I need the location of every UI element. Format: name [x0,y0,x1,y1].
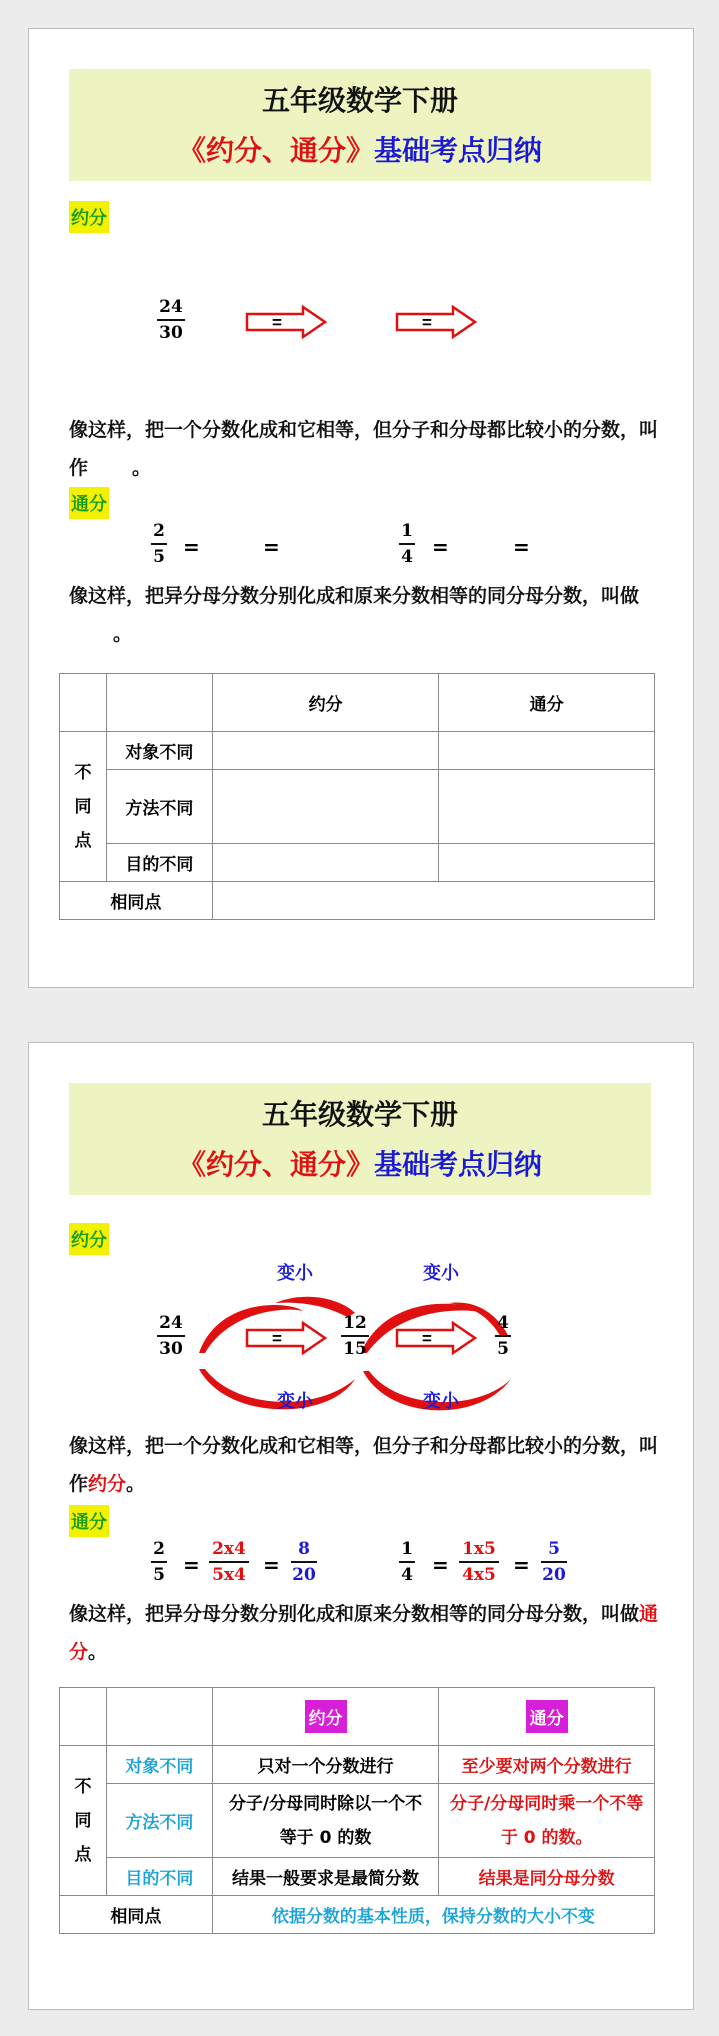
yuefen-definition: 像这样，把一个分数化成和它相等，但分子和分母都比较小的分数，叫作约分。 [69,1435,659,1495]
fraction-8-20: 8 20 [292,1539,316,1585]
fraction-2-5: 2 5 [151,521,167,568]
group-label: 不 同 点 [60,732,107,882]
arrow-icon [395,1321,479,1355]
cell-tongfen: 分子/分母同时乘一个不等于 0 的数。 [439,1784,655,1858]
row-label: 对象不同 [106,1746,212,1784]
row-label: 方法不同 [106,1784,212,1858]
same-value: 依据分数的基本性质，保持分数的大小不变 [212,1896,654,1934]
header-yuefen: 约分 [305,1700,347,1733]
row-label: 对象不同 [106,732,212,770]
row-label: 方法不同 [106,770,212,844]
section-tag-yuefen: 约分 [69,201,109,233]
shrink-label: 变小 [277,1391,313,1412]
page-subtitle: 《约分、通分》基础考点归纳 [177,134,543,167]
arrow-icon [245,1321,329,1355]
cell-tongfen: 结果是同分母分数 [439,1858,655,1896]
fraction-end: 4 5 [495,1313,511,1360]
fraction-2x4-5x4: 2x4 5x4 [209,1539,249,1586]
equals-sign: = [432,535,449,559]
svg-text:=: = [272,1329,282,1348]
worksheet-card-blank [28,28,694,988]
fraction-1-4: 1 4 [399,521,415,568]
yuefen-definition: 像这样，把一个分数化成和它相等，但分子和分母都比较小的分数，叫作 。 [69,419,659,479]
tongfen-definition: 像这样，把异分母分数分别化成和原来分数相等的同分母分数，叫做通分。 [69,1603,659,1663]
fraction-1x5-4x5: 1x5 4x5 [459,1539,499,1586]
shrink-label: 变小 [423,1391,459,1412]
cell-tongfen: 至少要对两个分数进行 [439,1746,655,1784]
section-tag-yuefen: 约分 [69,1223,109,1255]
header-yuefen: 约分 [212,674,439,732]
header-tongfen: 通分 [526,1700,568,1733]
fraction-5-20: 5 20 [542,1539,566,1585]
fraction-mid: 12 15 [341,1313,369,1360]
shrink-label: 变小 [423,1263,459,1284]
cell-yuefen: 只对一个分数进行 [212,1746,439,1784]
section-tag-tongfen: 通分 [69,1505,109,1537]
equals-sign: = [263,1553,280,1577]
cell-yuefen: 结果一般要求是最简分数 [212,1858,439,1896]
equals-sign: = [432,1553,449,1577]
worksheet-card-answers [28,1042,694,2010]
same-label: 相同点 [60,1896,213,1934]
svg-text:=: = [422,1329,432,1348]
shrink-label: 变小 [277,1263,313,1284]
equals-sign: = [513,1553,530,1577]
arrow-icon [245,305,329,339]
fraction-1-4: 1 4 [399,1539,415,1586]
comparison-table [59,1687,655,1934]
title-banner [69,69,651,181]
page-subtitle: 《约分、通分》基础考点归纳 [177,1148,543,1181]
section-tag-tongfen: 通分 [69,487,109,519]
page-title: 五年级数学下册 [261,1098,458,1131]
header-tongfen: 通分 [439,674,655,732]
row-label: 目的不同 [106,1858,212,1896]
group-label: 不 同 点 [60,1746,107,1896]
svg-text:=: = [272,313,282,332]
fraction-start: 24 30 [157,297,185,344]
equals-sign: = [263,535,280,559]
equals-sign: = [183,535,200,559]
fraction-start: 24 30 [157,1313,185,1360]
cell-yuefen: 分子/分母同时除以一个不等于 0 的数 [212,1784,439,1858]
comparison-table-blank [59,673,655,920]
page-title: 五年级数学下册 [261,84,458,117]
row-label: 目的不同 [106,844,212,882]
tongfen-definition: 像这样，把异分母分数分别化成和原来分数相等的同分母分数，叫做。 [69,585,640,645]
svg-text:=: = [422,313,432,332]
title-banner [69,1083,651,1195]
equals-sign: = [183,1553,200,1577]
same-label: 相同点 [60,882,213,920]
fraction-2-5: 2 5 [151,1539,167,1586]
arrow-icon [395,305,479,339]
equals-sign: = [513,535,530,559]
